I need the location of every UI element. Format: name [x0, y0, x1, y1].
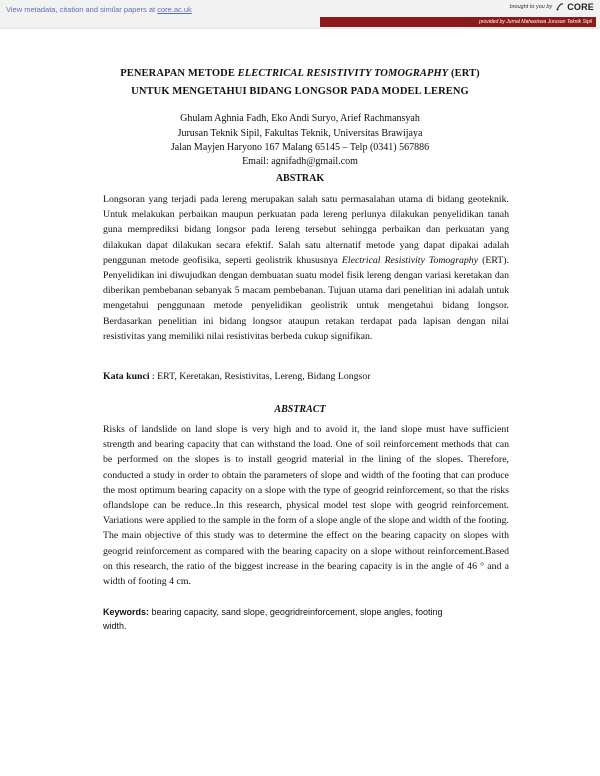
- brought-by: [510, 2, 594, 12]
- paper-title-line-2: UNTUK MENGETAHUI BIDANG LONGSOR PADA MODEL LERENG: [131, 86, 469, 97]
- abstrak-body-italic: Electrical Resistivity Tomography: [341, 254, 479, 266]
- keywords: [103, 605, 448, 633]
- provided-by-text: provided by Jurnal Mahasiswa Jurusan Teknik Sipil: [479, 19, 592, 25]
- title-italic: ELECTRICAL RESISTIVITY TOMOGRAPHY: [237, 68, 449, 79]
- keywords-values: bearing capacity, sand slope, geogridreinforcement, slope angles, footing width.: [103, 607, 443, 631]
- core-logo[interactable]: [555, 2, 594, 12]
- kata-kunci-values: : ERT, Keretakan, Resistivitas, Lereng, Bidang Longsor: [149, 371, 371, 382]
- address: Jalan Mayjen Haryono 167 Malang 65145 – Telp (0341) 567886: [170, 142, 430, 153]
- paper-title-line-1: [0, 68, 600, 79]
- metadata-notice-text: View metadata, citation and similar papers at: [6, 5, 156, 14]
- provided-by-bar: [320, 17, 596, 27]
- title-post: (ERT): [448, 68, 480, 79]
- authors: Ghulam Aghnia Fadh, Eko Andi Suryo, Arief Rachmansyah: [180, 113, 420, 124]
- metadata-notice: [6, 5, 192, 14]
- abstract-heading: ABSTRACT: [274, 404, 326, 415]
- core-banner: [0, 0, 600, 29]
- abstrak-body-part-1: Longsoran yang terjadi pada lereng merupakan salah satu permasalahan utama di bidang geoteknik. Untuk melakukan perbaikan maupun perkuatan pada lereng perlunya dilakukan penyelidikan tanah guna memprediksi bidang longsor pada lereng tersebut sehingga perbaikan dan perkuatan yang dilakukan dapat dilakukan secara efektif. Salah satu alternatif metode yang dapat dipakai adalah penggunan metode geofisika, seperti geolistrik khususnya: [103, 194, 509, 266]
- brought-by-text: brought to you by: [509, 4, 553, 10]
- abstrak-body: [103, 192, 509, 344]
- email: Email: agnifadh@gmail.com: [242, 156, 358, 167]
- title-pre: PENERAPAN METODE: [120, 68, 238, 79]
- core-logo-icon: [555, 2, 565, 12]
- keywords-label: Keywords:: [103, 607, 150, 617]
- affiliation: Jurusan Teknik Sipil, Fakultas Teknik, Universitas Brawijaya: [177, 128, 423, 139]
- kata-kunci: [103, 369, 509, 384]
- abstract-body: Risks of landslide on land slope is very high and to avoid it, the land slope must have sufficient strength and bearing capacity that can withstand the load. One of soil reinforcement methods that can be performed on the slopes is to install geogrid material in the lining of the slopes. Therefore, conducted a study in order to obtain the parameters of slope and width of the footing that can produce the most optimum bearing capacity on a slope with the type of geogrid reinforcement, so that the risks oflandslope can be reduce..In this research, physical model test slope with geogrid reinforcement. Variations were applied to the sample in the form of a slope angle of the slope and width of the footing. The main objective of this study was to determine the effect on the bearing capacity on slopes with geogrid reinforcement as compared with the bearing capacity on a slope without reinforcement.Based on this research, the ratio of the biggest increase in the bearing capacity is in the angle of 46 ° and a width of footing 4 cm.: [103, 424, 509, 588]
- core-logo-text: CORE: [567, 2, 594, 12]
- core-link[interactable]: core.ac.uk: [157, 5, 192, 14]
- abstrak-heading: ABSTRAK: [275, 173, 325, 184]
- abstrak-body-part-2: (ERT). Penyelidikan ini diwujudkan dengan dembuatan suatu model fisik lereng dengan variasi keretakan dan diberikan pembebanan sebanyak 5 macam pembebanan. Tujuan utama dari penelitian ini adalah untuk mengetahui penggunaan metode penyelidikan geolistrik untuk mengetahui bidang longsor. Berdasarkan penelitian ini bidang longsor ataupun retakan terdapat pada lapisan dengan nilai resistivitas yang memiliki nilai resistivitas berbeda cukup signifikan.: [103, 254, 509, 342]
- kata-kunci-label: Kata kunci: [103, 371, 150, 382]
